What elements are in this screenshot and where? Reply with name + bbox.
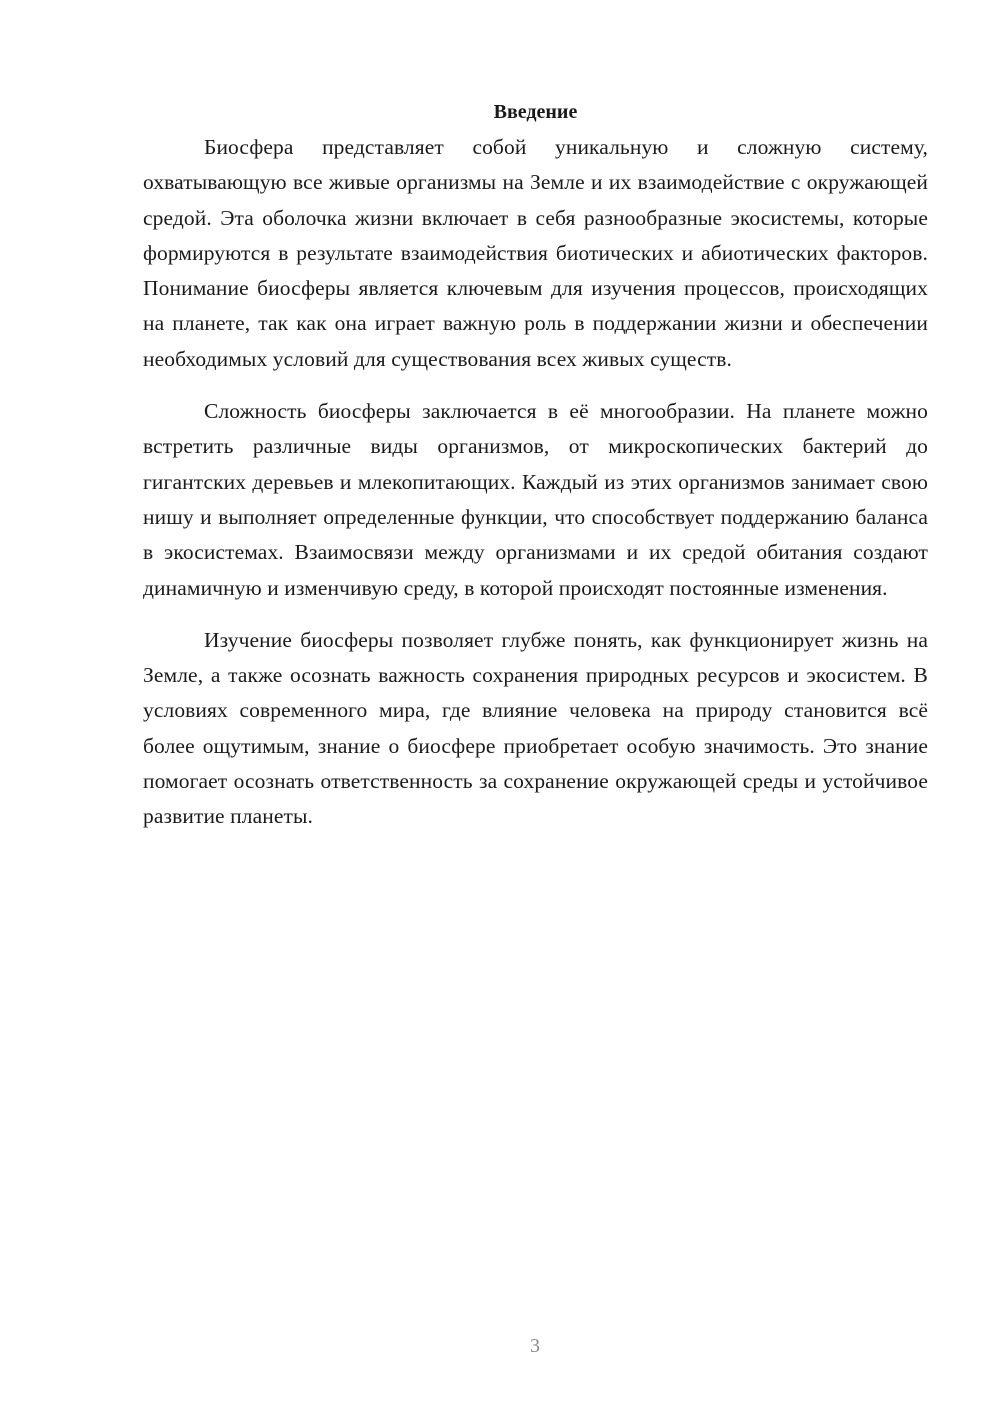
paragraph-2: Сложность биосферы заключается в её многообразии. На планете можно встретить различные виды организмов, от микроскопических бактерий до гигантских деревьев и млекопитающих. Каждый из этих организмов занимает свою нишу и выполняет определенные функции, что способствует поддержанию баланса в экосистемах. Взаимосвязи между организмами и их средой обитания создают динамичную и изменчивую среду, в которой происходят постоянные изменения. (143, 399, 928, 600)
section-title: Введение (493, 101, 578, 123)
page-number: 3 (530, 1335, 540, 1357)
document-body (143, 98, 928, 835)
paragraph-3: Изучение биосферы позволяет глубже понять, как функционирует жизнь на Земле, а также осознать важность сохранения природных ресурсов и экосистем. В условиях современного мира, где влияние человека на природу становится всё более ощутимым, знание о биосфере приобретает особую значимость. Это знание помогает осознать ответственность за сохранение окружающей среды и устойчивое развитие планеты. (143, 627, 928, 829)
paragraph-1: Биосфера представляет собой уникальную и сложную систему, охватывающую все живые организмы на Земле и их взаимодействие с окружающей средой. Эта оболочка жизни включает в себя разнообразные экосистемы, которые формируются в результате взаимодействия биотических и абиотических факторов. Понимание биосферы является ключевым для изучения процессов, происходящих на планете, так как она играет важную роль в поддержании жизни и обеспечении необходимых условий для существования всех живых существ. (143, 135, 928, 371)
